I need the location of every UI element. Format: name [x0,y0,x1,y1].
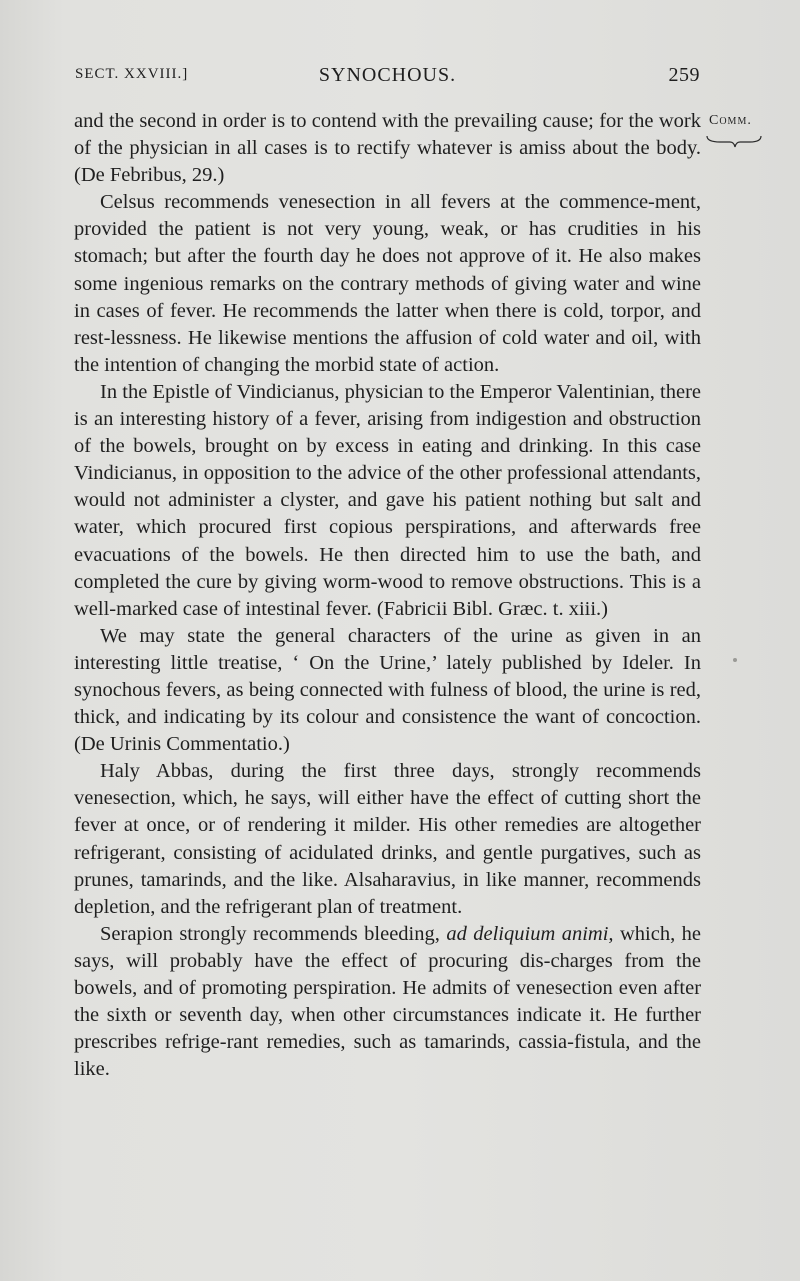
text-line: and the second in order is to contend with the prevailing cause; [74,110,594,132]
text-line: which, he says, will probably have the effect of procuring dis- [74,922,702,972]
chapter-title: SYNOCHOUS. [318,64,457,86]
text-line: is amiss about the body. (De Febribus, 29.) [74,137,701,187]
text-line: In the Epistle of Vindicianus, physician to the Emperor [100,380,552,403]
page-speck [733,658,737,662]
text-line: Valentinian, there is an interesting history of a fever, arising [74,380,701,431]
body-text [74,108,701,1083]
text-line: him to use the bath, and completed the cure by giving worm- [74,543,701,593]
text-line: crudities in his stomach; but after the fourth day he does not [74,218,701,268]
paragraph [74,189,701,379]
text-line: but salt and water, which procured first copious perspirations, [74,489,702,539]
italic-phrase: ad deliquium animi, [446,922,614,945]
section-label: SECT. XXVIII.] [75,66,189,82]
text-line: approve of it. He also makes some ingenious remarks on the [74,245,701,295]
text-line: drinks, and gentle purgatives, such as prunes, tamarinds, and [74,841,701,891]
text-line: and consistence the want of concoction. (De Urinis Commentatio.) [74,706,702,756]
paragraph [74,623,701,758]
text-line: opposition to the advice of the other professional attendants, [203,462,701,485]
text-line: lessness. He likewise mentions the affusion of cold water and [110,326,626,349]
margin-note: Comm. [709,113,752,128]
page-number: 259 [668,64,700,86]
text-line: the like. Alsaharavius, in like manner, recommends depletion, [74,868,701,918]
text-line: remedies are altogether refrigerant, consisting of acidulated [74,814,702,864]
text-line: by Ideler. In synochous fevers, as being connected with fulness [74,651,701,701]
text-line: for the work of the physician in all cases is to rectify whatever [74,110,701,160]
text-line: venesection, which, he says, will either have the effect of cutting [74,787,622,810]
text-line: and afterwards free evacuations of the bowels. He then directed [74,516,702,566]
text-line: from indigestion and obstruction of the bowels, brought on by [74,408,702,458]
text-line: short the fever at once, or of rendering it milder. His other [74,787,702,837]
text-line: an interesting little treatise, ‘ On the Urine,’ lately published [74,624,701,674]
margin-brace-icon [706,133,762,149]
text-line: and the refrigerant plan of treatment. [160,895,463,918]
text-line: rant remedies, such as tamarinds, cassia-fistula, and the like. [74,1031,701,1081]
paragraph [74,758,701,921]
text-line: oil, with the intention of changing the morbid state of action. [74,326,701,376]
text-line: admits of venesection even after the sixth or seventh day, when [74,977,702,1027]
text-line: Haly Abbas, during the first three days, strongly recommends [100,760,701,783]
running-head [75,64,700,92]
text-line: ment, provided the patient is not very young, weak, or has [74,191,701,241]
paragraph [74,379,701,623]
text-line: other circumstances indicate it. He further prescribes refrige- [74,1004,702,1054]
text-line: We may state the general characters of the urine as given in [100,624,670,647]
text-line: Celsus recommends venesection in all fevers at the commence- [100,191,655,214]
text-line: excess in eating and drinking. In this case Vindicianus, in [74,435,701,485]
paragraph [74,921,701,1084]
text-line: charges from the bowels, and of promoting perspiration. He [74,949,702,999]
paragraph [74,108,701,189]
text-line: Serapion strongly recommends bleeding, [100,922,447,945]
text-line: wood to remove obstructions. This is a well-marked case of [74,570,701,620]
text-line: contrary methods of giving water and wine in cases of fever. [74,272,701,322]
text-line: would not administer a clyster, and gave his patient nothing [74,489,592,512]
text-line: intestinal fever. (Fabricii Bibl. Græc. t. xiii.) [245,597,608,620]
text-line: of blood, the urine is red, thick, and indicating by its colour [74,678,702,729]
text-line: He recommends the latter when there is cold, torpor, and rest- [74,299,702,349]
